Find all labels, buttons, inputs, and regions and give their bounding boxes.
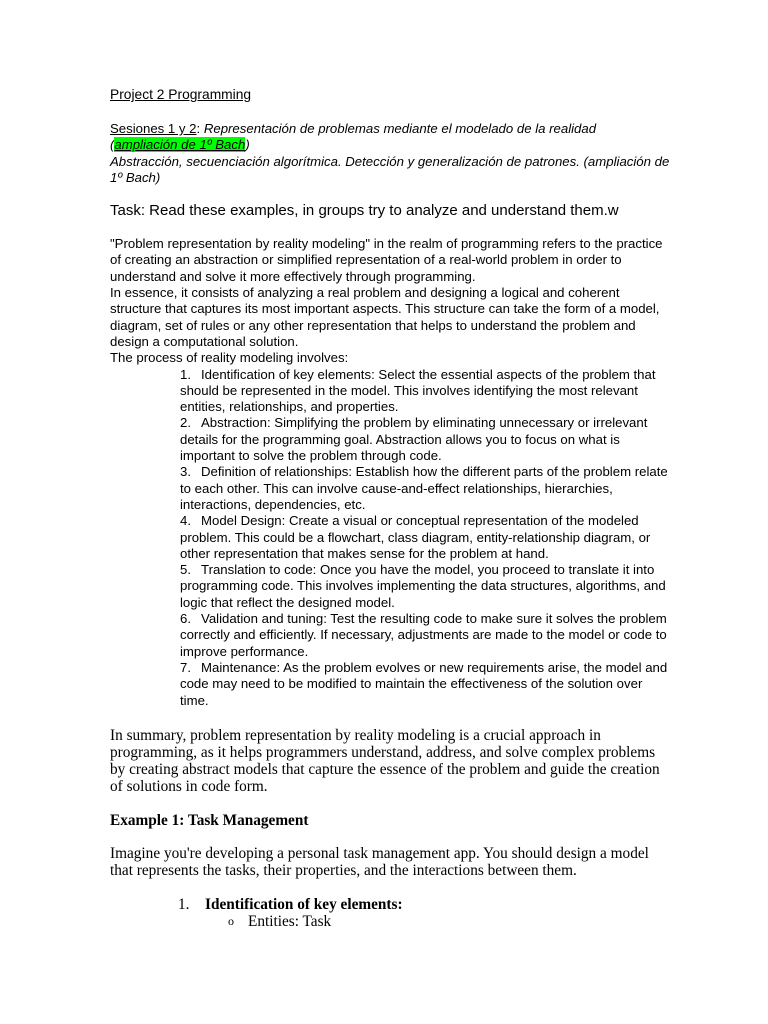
session-text: Representación de problemas mediante el modelado de la realidad [203, 121, 597, 136]
step-text: Translation to code: Once you have the model, you proceed to translate it into programming code. This involves implementing the data structures, algorithms, and logic that reflect the designed model. [180, 562, 666, 610]
step-number: 5. [180, 562, 191, 578]
session-label: Sesiones 1 y 2 [110, 121, 197, 136]
highlighted-text: ampliación de 1º Bach [114, 137, 246, 153]
step-number: 2. [180, 415, 191, 431]
example-heading: Example 1: Task Management [110, 811, 309, 829]
summary-paragraph: In summary, problem representation by reality modeling is a crucial approach in programming, as it helps programmers understand, address, and solve complex problems by creating abstract models that capture the essence of the problem and guide the creation of solutions in code form. [110, 726, 660, 795]
step-number: 6. [180, 611, 191, 627]
intro-paragraph-3: The process of reality modeling involves: [110, 350, 349, 366]
session-heading [110, 121, 670, 154]
step-text: Validation and tuning: Test the resulting code to make sure it solves the problem correctly and efficiently. If necessary, adjustments are made to the model or code to improve performance. [180, 611, 667, 659]
step-text: Abstraction: Simplifying the problem by eliminating unnecessary or irrelevant details for the programming goal. Abstraction allows you to focus on what is important to solve the problem through code. [180, 415, 648, 464]
step-text: Maintenance: As the problem evolves or new requirements arise, the model and code may need to be modified to maintain the effectiveness of the solution over time. [180, 659, 668, 708]
list-item [110, 660, 670, 709]
list-item [110, 513, 670, 562]
step-number: 1. [180, 366, 191, 382]
example-list [110, 896, 670, 913]
session-colon: : [196, 121, 204, 136]
list-item [110, 913, 670, 930]
step-text: Model Design: Create a visual or conceptual representation of the modeled problem. This could be a flowchart, class diagram, entity-relationship diagram, or other representation that makes sense for the problem at hand. [180, 513, 651, 561]
list-item [110, 562, 670, 611]
paren-close: ) [245, 137, 250, 153]
example-sublist [110, 913, 670, 930]
paren-open: ( [110, 137, 115, 153]
example-intro: Imagine you're developing a personal task management app. You should design a model that represents the tasks, their properties, and the interactions between them. [110, 844, 649, 879]
hollow-bullet-icon: o [228, 913, 234, 928]
document-page [110, 86, 670, 930]
list-item [110, 896, 670, 913]
intro-paragraph-2: In essence, it consists of analyzing a real problem and designing a logical and coherent structure that captures its most important aspects. This structure can take the form of a model, diagram, set of rules or any other representation that helps to understand the problem and design a computational solution. [110, 285, 660, 349]
step-text: Identification of key elements: Select the essential aspects of the problem that should be represented in the model. This involves identifying the most relevant entities, relationships, and properties. [180, 366, 656, 415]
example-item-label: Identification of key elements: [205, 895, 403, 913]
example-item-number: 1. [178, 895, 190, 913]
list-item [110, 464, 670, 513]
task-instruction: Task: Read these examples, in groups try to analyze and understand them.w [110, 202, 619, 220]
session-subtitle: Abstracción, secuenciación algorítmica. Detección y generalización de patrones. (ampliación de 1º Bach) [110, 153, 670, 185]
list-item [110, 611, 670, 660]
step-number: 4. [180, 513, 191, 529]
step-number: 3. [180, 464, 191, 480]
step-text: Definition of relationships: Establish how the different parts of the problem relate to each other. This can involve cause-and-effect relationships, hierarchies, interactions, dependencies, etc. [180, 464, 668, 512]
document-title: Project 2 Programming [110, 87, 252, 102]
process-steps-list [110, 367, 670, 709]
list-item [110, 367, 670, 416]
sub-item-text: Entities: Task [248, 912, 332, 930]
intro-paragraph-1: "Problem representation by reality modeling" in the realm of programming refers to the practice of creating an abstraction or simplified representation of a real-world problem in order to understand and solve it more effectively through programming. [110, 236, 663, 284]
step-number: 7. [180, 659, 191, 675]
list-item [110, 415, 670, 464]
